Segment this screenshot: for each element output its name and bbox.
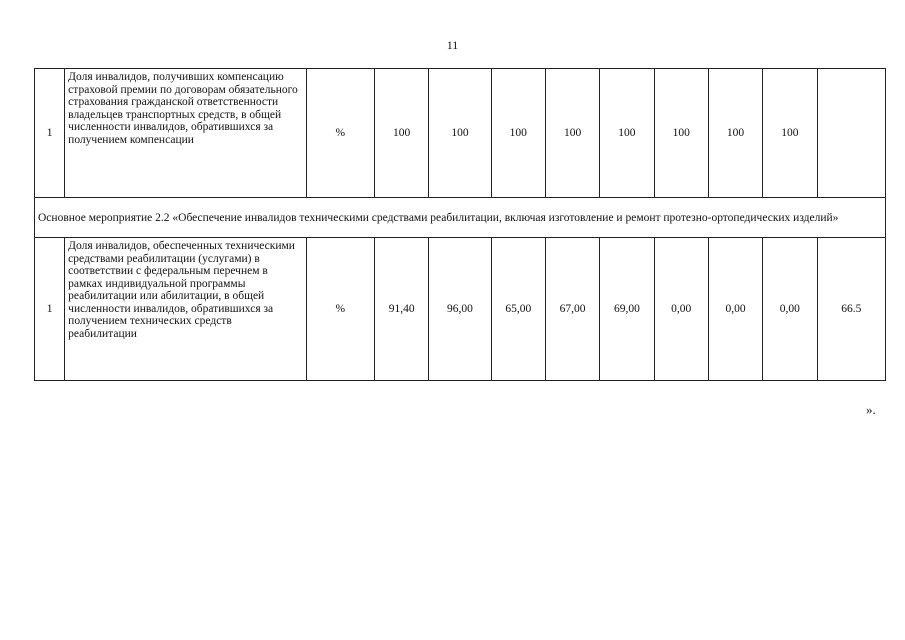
row-number: 1 xyxy=(35,238,65,381)
value-cell: 100 xyxy=(429,69,491,198)
value-cell: 100 xyxy=(708,69,762,198)
value-cell: 96,00 xyxy=(429,238,491,381)
value-cell: 0,00 xyxy=(763,238,817,381)
table-row xyxy=(35,69,886,198)
table-row xyxy=(35,238,886,381)
unit-cell: % xyxy=(306,69,374,198)
value-cell: 66.5 xyxy=(817,238,885,381)
indicator-name: Доля инвалидов, обеспеченных техническими средствами реабилитации (услугами) в соответствии с федеральным перечнем в рамках индивидуальной программы реабилитации или абилитации, в общей численности инвалидов, обратившихся за получением технических средств реабилитации xyxy=(65,238,306,381)
value-cell xyxy=(817,69,885,198)
value-cell: 100 xyxy=(600,69,654,198)
indicator-name: Доля инвалидов, получивших компенсацию страховой премии по договорам обязательного страхования гражданской ответственности владельцев транспортных средств, в общей численности инвалидов, обратившихся за получением компенсации xyxy=(65,69,306,198)
value-cell: 100 xyxy=(763,69,817,198)
section-title: Основное мероприятие 2.2 «Обеспечение инвалидов техническими средствами реабилитации, включая изготовление и ремонт протезно-ортопедических изделий» xyxy=(35,198,886,238)
value-cell: 100 xyxy=(374,69,428,198)
value-cell: 100 xyxy=(654,69,708,198)
value-cell: 100 xyxy=(545,69,599,198)
value-cell: 100 xyxy=(491,69,545,198)
value-cell: 67,00 xyxy=(545,238,599,381)
section-row xyxy=(35,198,886,238)
value-cell: 91,40 xyxy=(374,238,428,381)
value-cell: 0,00 xyxy=(708,238,762,381)
closing-quote-mark: ». xyxy=(866,402,876,417)
indicators-table xyxy=(34,68,886,381)
value-cell: 0,00 xyxy=(654,238,708,381)
row-number: 1 xyxy=(35,69,65,198)
value-cell: 69,00 xyxy=(600,238,654,381)
unit-cell: % xyxy=(306,238,374,381)
page-number: 11 xyxy=(446,38,459,52)
value-cell: 65,00 xyxy=(491,238,545,381)
